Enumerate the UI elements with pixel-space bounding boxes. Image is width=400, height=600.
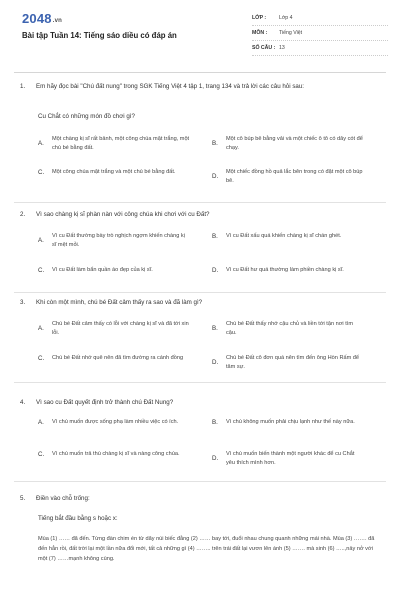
fill-in-paragraph: Mùa (1) …… đã đến. Từng đàn chim én từ dãy núi biếc đằng (2) …… bay tới, đuổi nhau chung quanh những mái nhà. Mùa (3) ……. đã đến hẳn rồi, đất trời lại một lần nữa đổi mới, tất cả những gì (4) …….. trên trái đất lại vươn lên ánh (5) ……. mà sinh (6) …..,nảy nở với một (7) ……mạnh không cùng. [38,536,375,562]
option-letter: C. [38,354,45,362]
question-header [20,398,376,407]
option-letter: B. [212,325,218,333]
option-text: Chú bé Đất thấy nhớ cậu chủ và liền tới tận nơi tìm cậu. [226,321,353,336]
option-letter: A. [38,140,44,148]
question-divider [14,292,386,293]
question-divider [14,481,386,482]
option-c[interactable] [38,266,190,275]
option-letter: A. [38,418,44,426]
question-number: 2. [20,211,26,218]
meta-info [252,11,388,56]
question-header [20,210,376,219]
option-c[interactable] [38,450,190,459]
question-text: Em hãy đọc bài "Chú đất nung" trong SGK Tiếng Việt 4 tập 1, trang 134 và trả lời các câu hỏi sau: [36,83,305,90]
question-text: Khi còn một mình, chú bé Đất cảm thấy ra sao và đã làm gì? [36,299,203,306]
option-text: Vì chú không muốn phải chịu lạnh như thế này nữa. [226,419,355,425]
option-c[interactable] [38,168,190,177]
document-title: Bài tập Tuần 14: Tiếng sáo diều có đáp án [22,31,177,40]
option-c[interactable] [38,354,190,363]
question-header [20,494,376,503]
question-number: 3. [20,299,26,306]
option-a[interactable] [38,320,190,337]
option-a[interactable] [38,135,190,152]
option-d[interactable] [212,266,364,275]
option-letter: C. [38,168,45,176]
option-text: Vì cu Đất thường bày trò nghịch ngợm khiến chàng kị sĩ mệt mỏi. [52,233,185,248]
option-b[interactable] [212,418,364,427]
option-a[interactable] [38,232,190,249]
question-text: Điền vào chỗ trống: [36,495,90,502]
option-text: Chú bé Đất cảm thấy có lỗi với chàng kị sĩ và đã tới xin lỗi. [52,321,189,336]
meta-label: SỐ CÂU : [252,45,276,51]
option-letter: D. [212,266,219,274]
option-b[interactable] [212,320,364,337]
question-prompt: Cu Chắt có những món đồ chơi gì? [38,113,135,120]
question-header [20,82,376,91]
option-letter: B. [212,232,218,240]
logo-suffix: .vn [52,18,63,24]
logo-main: 2048 [22,11,52,26]
option-text: Chú bé Đất cô đơn quá nên tìm đến ông Hòn Rấm để tâm sự. [226,355,360,370]
option-text: Vì cu Đất làm bẩn quần áo đẹp của kị sĩ. [52,267,153,273]
question-prompt: Tiếng bắt đầu bằng s hoặc x: [38,515,118,522]
option-text: Một công chúa mặt trắng và một chú bé bằng đất. [52,169,176,175]
option-b[interactable] [212,232,364,241]
option-d[interactable] [212,354,364,371]
meta-value: 13 [279,45,285,51]
option-letter: A. [38,325,44,333]
option-letter: C. [38,450,45,458]
header-divider [14,72,386,73]
option-letter: D. [212,359,219,367]
meta-label: MÔN : [252,30,268,36]
option-text: Vì chú muốn biến thành một người khác để cu Chắt yêu thích mình hơn. [226,451,355,466]
question-divider [14,382,386,383]
question-text: Vì sao cu Đất quyết định trở thành chú Đất Nung? [36,399,174,406]
option-b[interactable] [212,135,364,152]
site-logo[interactable] [22,11,62,26]
option-text: Chú bé Đất nhớ quê nên đã tìm đường ra cánh đồng [52,355,184,361]
meta-value: Tiếng Việt [279,30,303,36]
option-letter: A. [38,237,44,245]
meta-row-count [252,41,388,56]
option-letter: B. [212,140,218,148]
option-letter: D. [212,455,219,463]
question-number: 4. [20,399,26,406]
option-text: Một cô búp bê bằng vải và một chiếc ô tô có dây cót để chạy. [226,136,363,151]
option-d[interactable] [212,450,364,467]
question-divider [14,202,386,203]
option-letter: C. [38,266,45,274]
header [0,0,400,66]
option-letter: B. [212,418,218,426]
option-letter: D. [212,173,219,181]
option-text: Một chàng kị sĩ rất bảnh, một công chúa mặt trắng, một chú bé bằng đất. [52,136,190,151]
question-header [20,298,376,307]
question-number: 5. [20,495,26,502]
option-text: Vì chú muốn trả thù chàng kị sĩ và nàng công chúa. [52,451,180,457]
option-text: Vì cu Đất hư quá thường làm phiền chàng kị sĩ. [226,267,344,273]
question-text: Vì sao chàng kị sĩ phàn nàn với công chúa khi chơi với cu Đất? [36,211,210,218]
meta-label: LỚP : [252,15,267,21]
option-a[interactable] [38,418,190,427]
option-text: Vì cu Đất xấu quá khiến chàng kị sĩ chán ghét. [226,233,342,239]
option-text: Vì chú muốn được sống phạ làm nhiều việc có ích. [52,419,179,425]
meta-value: Lớp 4 [279,15,293,21]
option-text: Một chiếc đồng hồ quả lắc bên trong có đặt một cô búp bê. [226,169,363,184]
option-d[interactable] [212,168,364,185]
meta-row-subject [252,26,388,41]
meta-row-class [252,11,388,26]
question-number: 1. [20,83,26,90]
